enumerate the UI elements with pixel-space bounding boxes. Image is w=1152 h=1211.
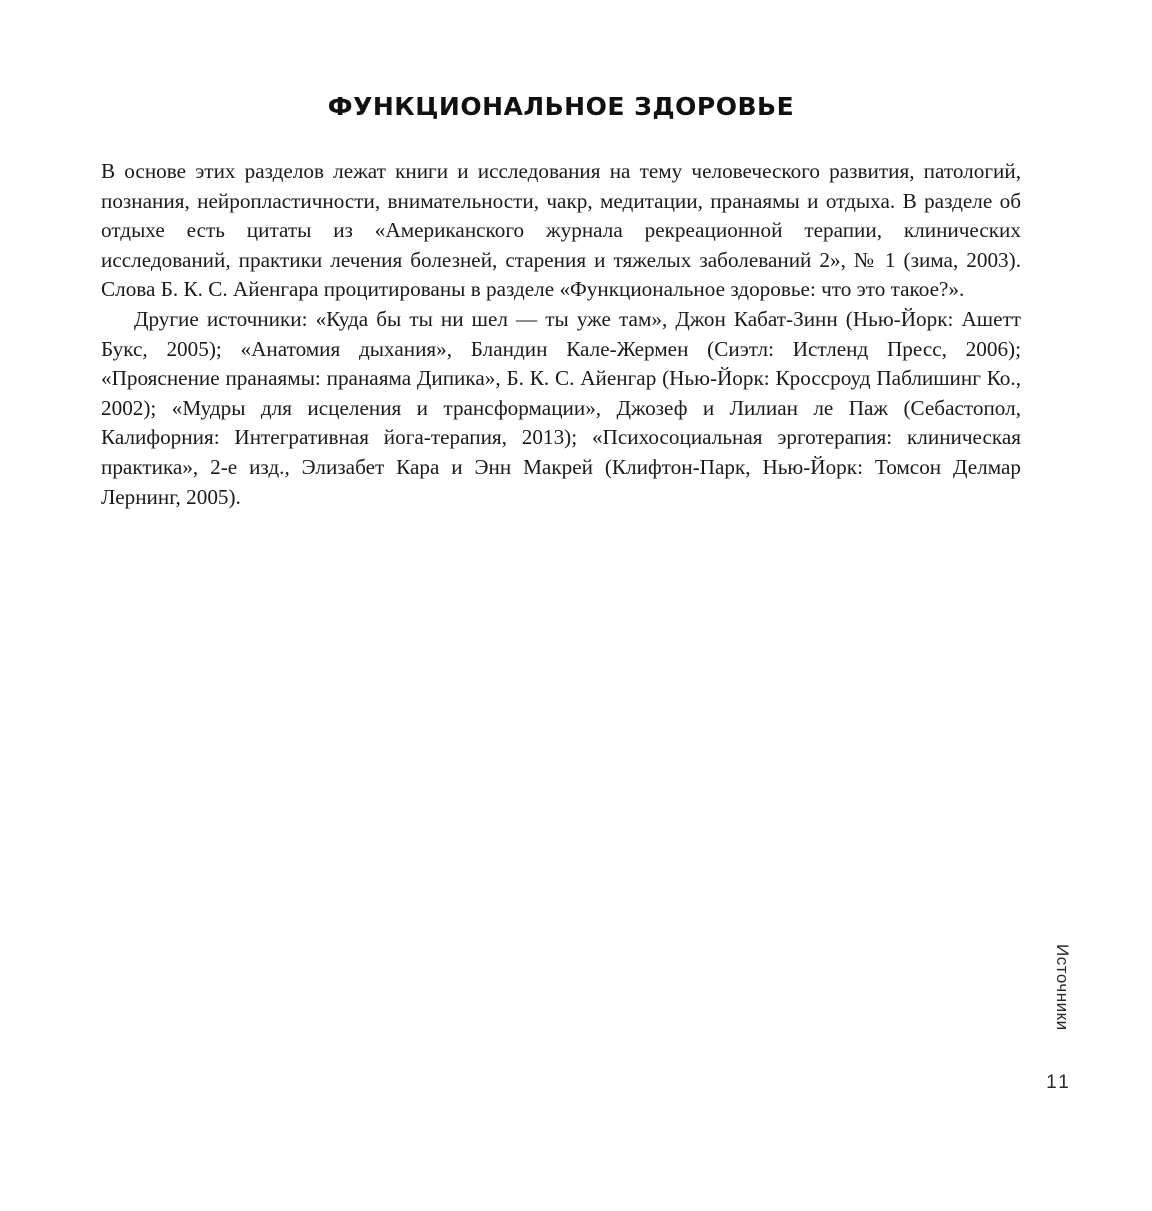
- paragraph-other-sources: Другие источники: «Куда бы ты ни шел — ты уже там», Джон Кабат-Зинн (Нью-Йорк: Ашетт Букс, 2005); «Анатомия дыхания», Бландин Кале-Жермен (Сиэтл: Истленд Пресс, 2006); «Прояснение пранаямы: пранаяма Дипика», Б. К. С. Айенгар (Нью-Йорк: Кроссроуд Паблишинг Ко., 2002); «Мудры для исцеления и трансформации», Джозеф и Лилиан ле Паж (Себастопол, Калифорния: Интегративная йога-терапия, 2013); «Психосоциальная эрготерапия: клиническая практика», 2-е изд., Элизабет Кара и Энн Макрей (Клифтон-Парк, Нью-Йорк: Томсон Делмар Лернинг, 2005).: [101, 306, 1021, 509]
- section-label: Источники: [1053, 944, 1072, 1031]
- paragraph-intro: В основе этих разделов лежат книги и исследования на тему человеческого развития, патологий, познания, нейропластичности, внимательности, чакр, медитации, пранаямы и отдыха. В разделе об отдыхе есть цитаты из «Американского журнала рекреационной терапии, клинических исследований, практики лечения болезней, старения и тяжелых заболеваний 2», № 1 (зима, 2003). Слова Б. К. С. Айенгара процитированы в разделе «Функциональное здоровье: что это такое?».: [101, 159, 1021, 302]
- body-text: [101, 157, 1021, 512]
- page-number: 11: [1046, 1072, 1072, 1093]
- page-title: ФУНКЦИОНАЛЬНОЕ ЗДОРОВЬЕ: [327, 92, 795, 121]
